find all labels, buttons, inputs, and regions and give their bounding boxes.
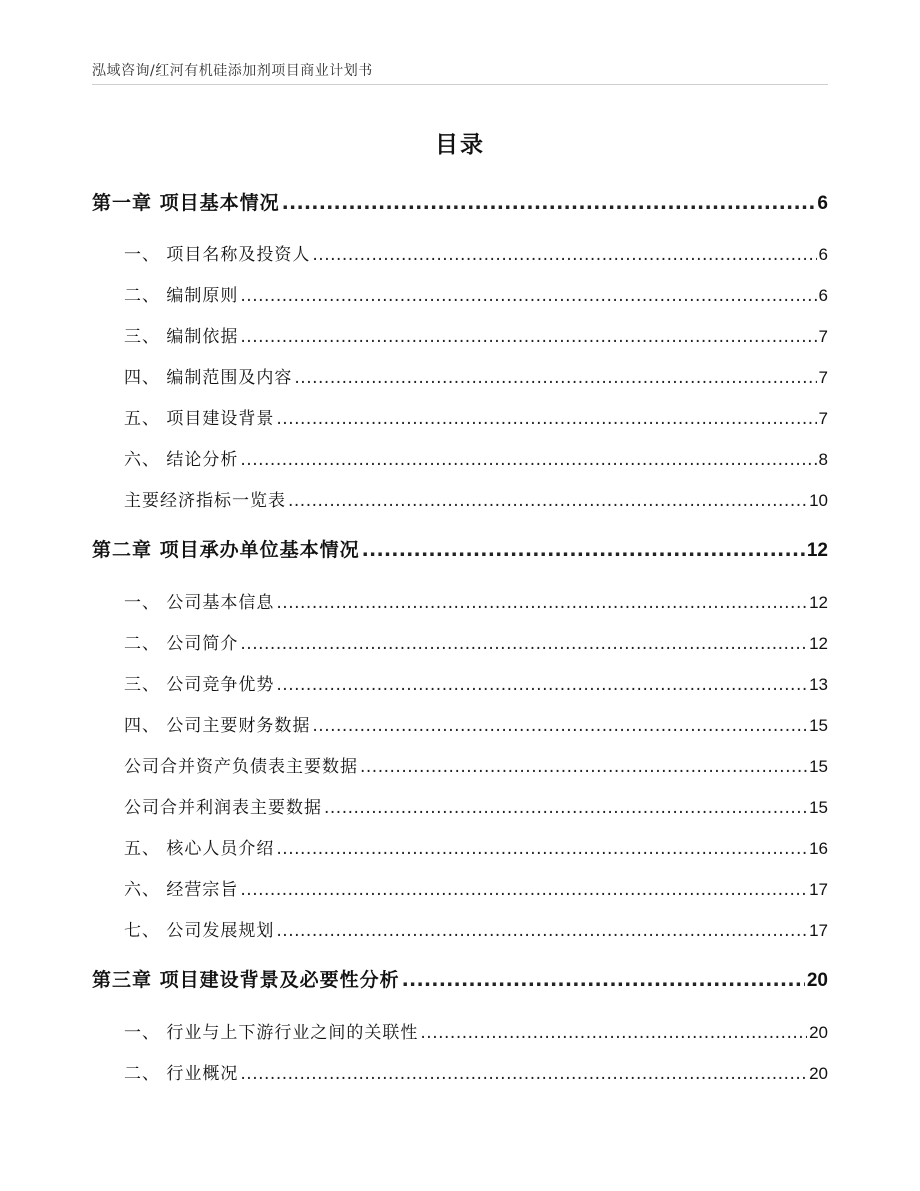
toc-page-number: 12 <box>809 593 828 612</box>
dot-leader <box>312 716 807 736</box>
dot-leader <box>240 880 807 900</box>
toc-chapter-entry[interactable] <box>92 535 828 562</box>
toc-chapter-entry[interactable] <box>92 188 828 215</box>
toc-entry-label: 第二章 项目承办单位基本情况 <box>92 539 360 561</box>
dot-leader <box>294 368 816 388</box>
toc-entry-label: 第三章 项目建设背景及必要性分析 <box>92 969 400 991</box>
toc-entry-label: 第一章 项目基本情况 <box>92 192 280 214</box>
toc-page-number: 15 <box>809 798 828 817</box>
dot-leader <box>276 921 807 941</box>
dot-leader <box>282 192 816 214</box>
dot-leader <box>402 969 805 991</box>
toc-page-number: 12 <box>806 540 828 561</box>
toc-page-number: 6 <box>818 245 828 264</box>
toc-section-entry[interactable] <box>92 711 828 736</box>
toc-page-number: 6 <box>818 286 828 305</box>
toc-page-number: 20 <box>806 970 828 991</box>
dot-leader <box>240 1064 807 1084</box>
toc-chapter-entry[interactable] <box>92 965 828 992</box>
toc-page-number: 7 <box>818 409 828 428</box>
dot-leader <box>276 409 816 429</box>
toc-section-entry[interactable] <box>92 363 828 388</box>
toc-entry-label: 六、 结论分析 <box>124 450 239 470</box>
running-header: 泓域咨询/红河有机硅添加剂项目商业计划书 <box>92 63 373 79</box>
toc-section-entry[interactable] <box>92 629 828 654</box>
dot-leader <box>240 327 816 347</box>
toc-entry-label: 三、 编制依据 <box>124 327 239 347</box>
toc-entry-label: 二、 行业概况 <box>124 1064 239 1084</box>
dot-leader <box>240 450 816 470</box>
dot-leader <box>276 675 807 695</box>
toc-page-number: 20 <box>809 1023 828 1042</box>
toc-page-number: 7 <box>818 327 828 346</box>
dot-leader <box>276 839 807 859</box>
dot-leader <box>360 757 807 777</box>
toc-page-number: 13 <box>809 675 828 694</box>
toc-entry-label: 五、 核心人员介绍 <box>124 839 275 859</box>
toc-entry-label: 一、 行业与上下游行业之间的关联性 <box>124 1023 419 1043</box>
toc-page-number: 10 <box>809 491 828 510</box>
toc-page-number: 16 <box>809 839 828 858</box>
toc-section-entry[interactable] <box>92 404 828 429</box>
toc-entry-label: 四、 公司主要财务数据 <box>124 716 311 736</box>
toc-entry-label: 六、 经营宗旨 <box>124 880 239 900</box>
toc-page-number: 7 <box>818 368 828 387</box>
toc-section-entry[interactable] <box>92 322 828 347</box>
dot-leader <box>240 286 816 306</box>
toc-section-entry[interactable] <box>92 752 828 777</box>
toc-entry-label: 主要经济指标一览表 <box>124 491 286 511</box>
toc-entry-label: 七、 公司发展规划 <box>124 921 275 941</box>
dot-leader <box>288 491 807 511</box>
toc-page-number: 17 <box>809 921 828 940</box>
dot-leader <box>420 1023 807 1043</box>
dot-leader <box>240 634 807 654</box>
toc-section-entry[interactable] <box>92 281 828 306</box>
toc-entry-label: 二、 公司简介 <box>124 634 239 654</box>
toc-section-entry[interactable] <box>92 670 828 695</box>
toc-title: 目录 <box>435 132 485 158</box>
toc-section-entry[interactable] <box>92 793 828 818</box>
toc-entry-label: 一、 项目名称及投资人 <box>124 245 311 265</box>
toc-entry-label: 三、 公司竞争优势 <box>124 675 275 695</box>
toc-entry-label: 公司合并资产负债表主要数据 <box>124 757 358 777</box>
toc-section-entry[interactable] <box>92 445 828 470</box>
toc-entry-label: 五、 项目建设背景 <box>124 409 275 429</box>
toc-page-number: 20 <box>809 1064 828 1083</box>
toc-page-number: 8 <box>818 450 828 469</box>
toc-section-entry[interactable] <box>92 240 828 265</box>
toc-entry-label: 公司合并利润表主要数据 <box>124 798 322 818</box>
header-divider <box>92 84 828 85</box>
dot-leader <box>312 245 816 265</box>
toc-section-entry[interactable] <box>92 875 828 900</box>
toc-page-number: 15 <box>809 716 828 735</box>
dot-leader <box>362 539 805 561</box>
toc-page-number: 15 <box>809 757 828 776</box>
toc-page-number: 6 <box>817 193 828 214</box>
dot-leader <box>324 798 807 818</box>
toc-section-entry[interactable] <box>92 1018 828 1043</box>
toc-section-entry[interactable] <box>92 588 828 613</box>
toc-entry-label: 四、 编制范围及内容 <box>124 368 293 388</box>
toc-page-number: 12 <box>809 634 828 653</box>
toc-section-entry[interactable] <box>92 1059 828 1084</box>
toc-section-entry[interactable] <box>92 486 828 511</box>
dot-leader <box>276 593 807 613</box>
toc-entry-label: 一、 公司基本信息 <box>124 593 275 613</box>
toc-entry-label: 二、 编制原则 <box>124 286 239 306</box>
toc-section-entry[interactable] <box>92 916 828 941</box>
toc-section-entry[interactable] <box>92 834 828 859</box>
toc-page-number: 17 <box>809 880 828 899</box>
